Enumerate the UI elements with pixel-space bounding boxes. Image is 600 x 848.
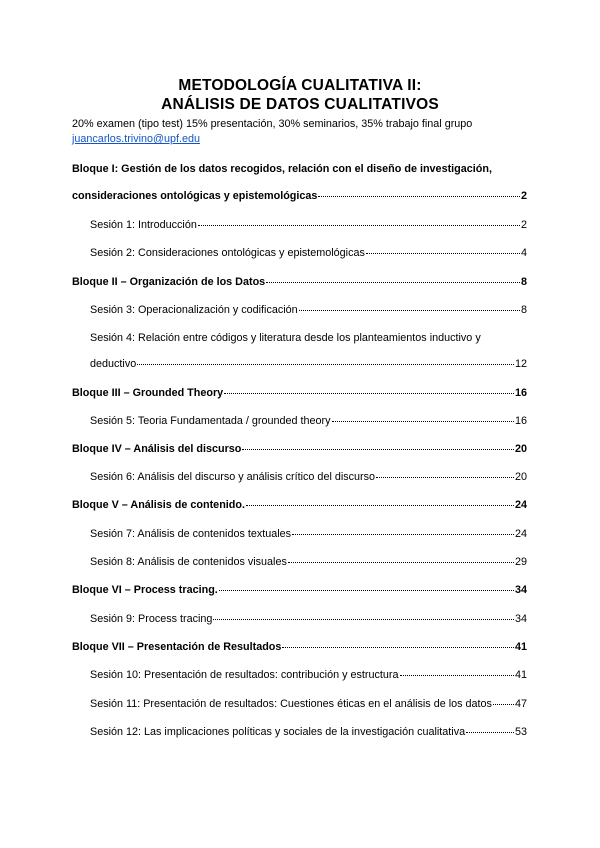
- toc-page-number: 20: [514, 471, 527, 483]
- toc-bloque-2[interactable]: [72, 276, 527, 288]
- toc-sesion-8[interactable]: [90, 556, 527, 568]
- toc-sesion-9[interactable]: [90, 613, 527, 625]
- toc-page-number: 2: [520, 219, 527, 231]
- toc-page-number: 12: [514, 358, 527, 370]
- toc-bloque-7[interactable]: [72, 641, 527, 653]
- toc-entry-label: Bloque III – Grounded Theory: [72, 387, 224, 399]
- toc-page-number: 20: [514, 443, 527, 455]
- toc-sesion-5[interactable]: [90, 415, 527, 427]
- toc-page-number: 8: [520, 276, 527, 288]
- toc-entry-label: deductivo: [90, 358, 137, 370]
- toc-entry-label: Sesión 10: Presentación de resultados: contribución y estructura: [90, 669, 399, 681]
- toc-page-number: 29: [514, 556, 527, 568]
- toc-entry-label: Sesión 3: Operacionalización y codificación: [90, 304, 298, 316]
- toc-sesion-6[interactable]: [90, 471, 527, 483]
- toc-page-number: 34: [514, 584, 527, 596]
- toc-sesion-4-line1[interactable]: Sesión 4: Relación entre códigos y literatura desde los planteamientos inductivo y: [90, 332, 481, 344]
- toc-page-number: 41: [514, 641, 527, 653]
- toc-page-number: 8: [520, 304, 527, 316]
- toc-entry-label: Sesión 1: Introducción: [90, 219, 197, 231]
- dot-leader: [466, 732, 514, 733]
- dot-leader: [246, 505, 514, 506]
- toc-sesion-11[interactable]: [90, 698, 527, 710]
- toc-bloque-1[interactable]: [72, 190, 527, 202]
- toc-page-number: 24: [514, 528, 527, 540]
- toc-sesion-10[interactable]: [90, 669, 527, 681]
- dot-leader: [400, 675, 514, 676]
- toc-entry-label: Sesión 7: Análisis de contenidos textuales: [90, 528, 292, 540]
- toc-bloque-1-line1[interactable]: Bloque I: Gestión de los datos recogidos, relación con el diseño de investigación,: [72, 163, 492, 175]
- toc-page-number: 4: [520, 247, 527, 259]
- toc-entry-label: Bloque VI – Process tracing.: [72, 584, 218, 596]
- dot-leader: [224, 393, 514, 394]
- dot-leader: [137, 364, 514, 365]
- dot-leader: [292, 534, 514, 535]
- email-link[interactable]: juancarlos.trivino@upf.edu: [72, 133, 200, 145]
- toc-entry-label: Sesión 6: Análisis del discurso y análisis crítico del discurso: [90, 471, 376, 483]
- toc-entry-label: consideraciones ontológicas y epistemológicas: [72, 190, 318, 202]
- dot-leader: [332, 421, 514, 422]
- dot-leader: [282, 647, 514, 648]
- toc-entry-label: Sesión 12: Las implicaciones políticas y sociales de la investigación cualitativa: [90, 726, 466, 738]
- toc-entry-label: Sesión 2: Consideraciones ontológicas y epistemológicas: [90, 247, 365, 259]
- toc-entry-label: Sesión 5: Teoria Fundamentada / grounded theory: [90, 415, 331, 427]
- dot-leader: [288, 562, 514, 563]
- grading-breakdown: 20% examen (tipo test) 15% presentación, 30% seminarios, 35% trabajo final grupo: [72, 118, 473, 130]
- toc-sesion-4[interactable]: [90, 358, 527, 370]
- toc-page-number: 53: [514, 726, 527, 738]
- toc-entry-label: Sesión 11: Presentación de resultados: Cuestiones éticas en el análisis de los datos: [90, 698, 492, 710]
- toc-entry-label: Sesión 8: Análisis de contenidos visuales: [90, 556, 287, 568]
- dot-leader: [318, 196, 520, 197]
- toc-page-number: 24: [514, 499, 527, 511]
- toc-page-number: 47: [514, 698, 527, 710]
- document-title-line2: ANÁLISIS DE DATOS CUALITATIVOS: [161, 96, 439, 113]
- toc-page-number: 16: [514, 415, 527, 427]
- dot-leader: [219, 590, 514, 591]
- toc-sesion-1[interactable]: [90, 219, 527, 231]
- toc-sesion-3[interactable]: [90, 304, 527, 316]
- toc-sesion-7[interactable]: [90, 528, 527, 540]
- toc-sesion-12[interactable]: [90, 726, 527, 738]
- dot-leader: [198, 225, 520, 226]
- toc-entry-label: Bloque VII – Presentación de Resultados: [72, 641, 282, 653]
- dot-leader: [213, 619, 514, 620]
- toc-entry-label: Bloque II – Organización de los Datos: [72, 276, 266, 288]
- toc-entry-label: Bloque V – Análisis de contenido.: [72, 499, 245, 511]
- toc-page-number: 41: [514, 669, 527, 681]
- toc-page-number: 16: [514, 387, 527, 399]
- toc-bloque-6[interactable]: [72, 584, 527, 596]
- toc-bloque-5[interactable]: [72, 499, 527, 511]
- document-title-line1: METODOLOGÍA CUALITATIVA II:: [178, 77, 422, 94]
- dot-leader: [266, 282, 520, 283]
- toc-bloque-3[interactable]: [72, 387, 527, 399]
- dot-leader: [242, 449, 514, 450]
- toc-bloque-4[interactable]: [72, 443, 527, 455]
- dot-leader: [493, 704, 514, 705]
- toc-entry-label: Sesión 9: Process tracing: [90, 613, 213, 625]
- toc-sesion-2[interactable]: [90, 247, 527, 259]
- dot-leader: [366, 253, 520, 254]
- dot-leader: [376, 477, 514, 478]
- toc-page-number: 2: [520, 190, 527, 202]
- toc-page-number: 34: [514, 613, 527, 625]
- dot-leader: [299, 310, 520, 311]
- toc-entry-label: Bloque IV – Análisis del discurso: [72, 443, 242, 455]
